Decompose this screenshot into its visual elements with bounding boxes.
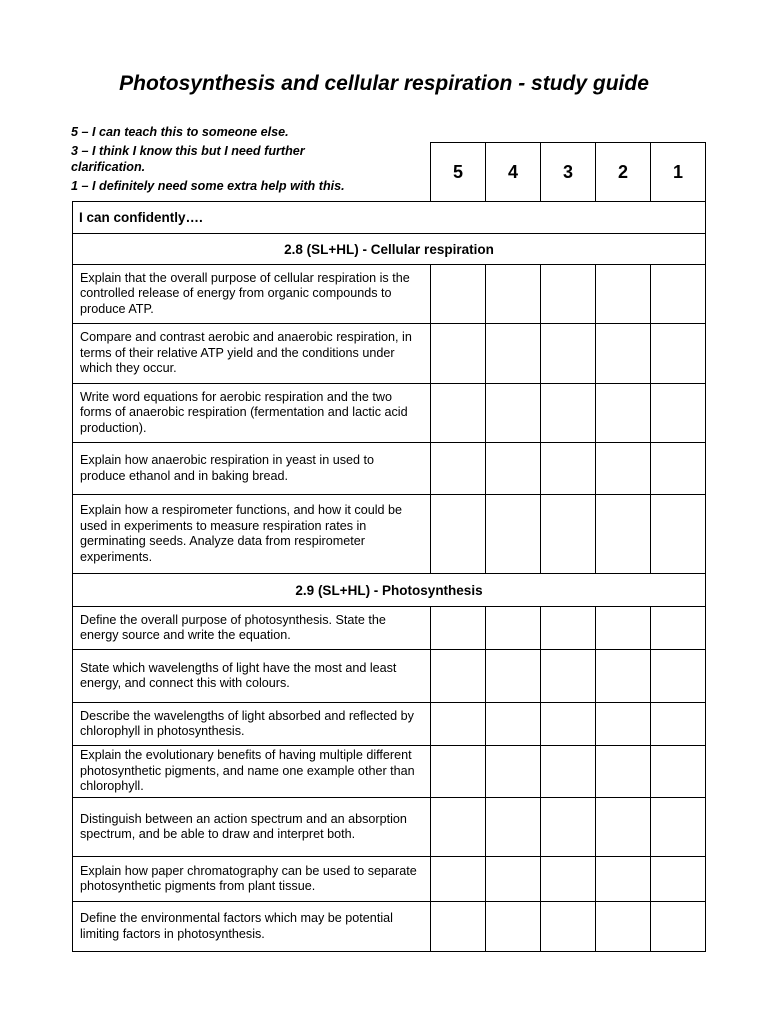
rating-4-box[interactable] [486, 857, 541, 902]
rating-3-header: 3 [541, 143, 596, 202]
confidence-row [73, 202, 706, 234]
rating-3-box[interactable] [541, 265, 596, 324]
rating-2-box[interactable] [596, 607, 651, 650]
rating-5-box[interactable] [431, 495, 486, 574]
section-heading: 2.9 (SL+HL) - Photosynthesis [73, 574, 706, 607]
rating-4-box[interactable] [486, 650, 541, 703]
rating-2-box[interactable] [596, 384, 651, 443]
rating-3-box[interactable] [541, 324, 596, 384]
rating-5-box[interactable] [431, 746, 486, 798]
rating-1-box[interactable] [651, 607, 706, 650]
rating-2-box[interactable] [596, 324, 651, 384]
rating-4-box[interactable] [486, 746, 541, 798]
objective-text: Define the overall purpose of photosynthesis. State the energy source and write the equation. [73, 607, 431, 650]
table-row [73, 443, 706, 495]
table-row [73, 495, 706, 574]
rating-4-box[interactable] [486, 443, 541, 495]
rating-1-box[interactable] [651, 902, 706, 952]
section-heading: 2.8 (SL+HL) - Cellular respiration [73, 234, 706, 265]
objective-text: Explain how a respirometer functions, and how it could be used in experiments to measure respiration rates in germinating seeds. Analyze data from respirometer experiments. [73, 495, 431, 574]
rating-1-box[interactable] [651, 265, 706, 324]
rating-3-box[interactable] [541, 443, 596, 495]
rating-2-header: 2 [596, 143, 651, 202]
rating-3-box[interactable] [541, 384, 596, 443]
objective-text: Define the environmental factors which may be potential limiting factors in photosynthesis. [73, 902, 431, 952]
page-title: Photosynthesis and cellular respiration - study guide [119, 72, 649, 95]
table-row [73, 902, 706, 952]
rating-4-box[interactable] [486, 607, 541, 650]
legend-cell [73, 143, 431, 202]
rating-2-box[interactable] [596, 798, 651, 857]
objective-text: Write word equations for aerobic respiration and the two forms of anaerobic respiration (fermentation and lactic acid production). [73, 384, 431, 443]
rating-3-box[interactable] [541, 902, 596, 952]
objective-text: Compare and contrast aerobic and anaerobic respiration, in terms of their relative ATP yield and the conditions under which they occur. [73, 324, 431, 384]
table-row [73, 746, 706, 798]
table-row [73, 798, 706, 857]
rating-4-box[interactable] [486, 265, 541, 324]
rating-5-header: 5 [431, 143, 486, 202]
rating-5-box[interactable] [431, 650, 486, 703]
rating-2-box[interactable] [596, 902, 651, 952]
rating-1-box[interactable] [651, 443, 706, 495]
rating-5-box[interactable] [431, 798, 486, 857]
rating-1-box[interactable] [651, 703, 706, 746]
rating-5-box[interactable] [431, 265, 486, 324]
rating-2-box[interactable] [596, 265, 651, 324]
objective-text: Explain the evolutionary benefits of having multiple different photosynthetic pigments, and name one example other than chlorophyll. [73, 746, 431, 798]
rating-4-header: 4 [486, 143, 541, 202]
table-row [73, 650, 706, 703]
objective-text: State which wavelengths of light have the most and least energy, and connect this with colours. [73, 650, 431, 703]
objective-text: Describe the wavelengths of light absorbed and reflected by chlorophyll in photosynthesis. [73, 703, 431, 746]
objective-text: Explain how paper chromatography can be used to separate photosynthetic pigments from plant tissue. [73, 857, 431, 902]
rating-5-box[interactable] [431, 443, 486, 495]
rating-3-box[interactable] [541, 495, 596, 574]
study-guide-table [72, 142, 706, 952]
table-row [73, 265, 706, 324]
rating-2-box[interactable] [596, 703, 651, 746]
table-row [73, 384, 706, 443]
rating-3-box[interactable] [541, 607, 596, 650]
rating-4-box[interactable] [486, 798, 541, 857]
rating-1-box[interactable] [651, 798, 706, 857]
rating-5-box[interactable] [431, 857, 486, 902]
rating-2-box[interactable] [596, 857, 651, 902]
rating-1-box[interactable] [651, 495, 706, 574]
legend-line-3: 3 – I think I know this but I need further clarification. [71, 144, 305, 174]
rating-2-box[interactable] [596, 650, 651, 703]
rating-1-box[interactable] [651, 650, 706, 703]
rating-5-box[interactable] [431, 324, 486, 384]
objective-text: Distinguish between an action spectrum and an absorption spectrum, and be able to draw and interpret both. [73, 798, 431, 857]
rating-3-box[interactable] [541, 650, 596, 703]
rating-4-box[interactable] [486, 495, 541, 574]
rating-1-box[interactable] [651, 324, 706, 384]
rating-4-box[interactable] [486, 902, 541, 952]
rating-5-box[interactable] [431, 902, 486, 952]
rating-2-box[interactable] [596, 746, 651, 798]
table-row [73, 703, 706, 746]
confidence-label: I can confidently…. [73, 202, 706, 234]
section-header-row [73, 574, 706, 607]
rating-3-box[interactable] [541, 746, 596, 798]
rating-5-box[interactable] [431, 384, 486, 443]
rating-4-box[interactable] [486, 324, 541, 384]
table-row [73, 857, 706, 902]
rating-3-box[interactable] [541, 857, 596, 902]
rating-5-box[interactable] [431, 703, 486, 746]
rating-header-row [73, 143, 706, 202]
rating-2-box[interactable] [596, 443, 651, 495]
rating-2-box[interactable] [596, 495, 651, 574]
table-row [73, 324, 706, 384]
rating-3-box[interactable] [541, 703, 596, 746]
rating-3-box[interactable] [541, 798, 596, 857]
legend-line-5: 5 – I can teach this to someone else. [71, 125, 289, 139]
table-row [73, 607, 706, 650]
rating-1-header: 1 [651, 143, 706, 202]
rating-1-box[interactable] [651, 384, 706, 443]
rating-1-box[interactable] [651, 746, 706, 798]
objective-text: Explain that the overall purpose of cellular respiration is the controlled release of energy from organic compounds to produce ATP. [73, 265, 431, 324]
rating-1-box[interactable] [651, 857, 706, 902]
objective-text: Explain how anaerobic respiration in yeast in used to produce ethanol and in baking bread. [73, 443, 431, 495]
rating-4-box[interactable] [486, 703, 541, 746]
section-header-row [73, 234, 706, 265]
legend-line-1: 1 – I definitely need some extra help with this. [71, 179, 345, 193]
rating-4-box[interactable] [486, 384, 541, 443]
rating-5-box[interactable] [431, 607, 486, 650]
